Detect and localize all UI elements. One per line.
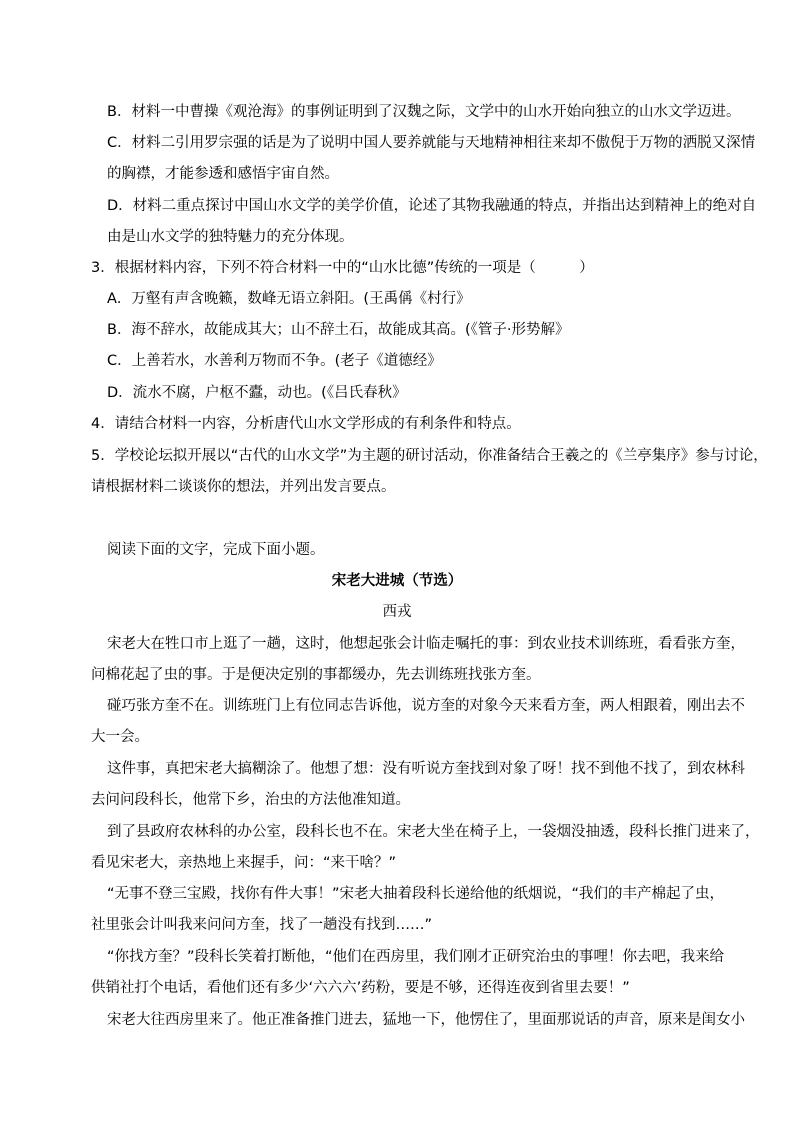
paragraph-line: 宋老大在牲口市上逛了一趟，这时，他想起张会计临走嘱托的事：到农业技术训练班，看看张方奎， <box>107 636 745 652</box>
question-3-option-d: D．流水不腐，户枢不蠹，动也。(《吕氏春秋》 <box>107 385 407 401</box>
reading-title: 宋老大进城（节选） <box>331 573 463 589</box>
paragraph-line: 宋老大往西房里来了。他正准备推门进去，猛地一下，他愣住了，里面那说话的声音，原来是闺女小 <box>107 1012 745 1028</box>
option-b: B．材料一中曹操《观沧海》的事例证明到了汉魏之际，文学中的山水开始向独立的山水文学迈进。 <box>107 104 741 120</box>
option-c-line-1: C．材料二引用罗宗强的话是为了说明中国人要养就能与天地精神相往来却不傲倪于万物的洒脱又深情 <box>107 135 756 151</box>
option-c-line-2: 的胸襟，才能参透和感悟宇宙自然。 <box>107 166 339 182</box>
paragraph-line: 看见宋老大，亲热地上来握手，问：“来干啥？” <box>91 855 397 871</box>
reading-author: 西戎 <box>382 604 412 620</box>
question-5-line-1: 5．学校论坛拟开展以“古代的山水文学”为主题的研讨活动，你准备结合王羲之的《兰亭集序》参与讨论， <box>91 448 768 464</box>
question-5-line-2: 请根据材料二谈谈你的想法，并列出发言要点。 <box>91 479 396 495</box>
question-3-option-c: C．上善若水，水善利万物而不争。(老子《道德经》 <box>107 353 442 369</box>
question-3-option-a: A．万壑有声含晚籁，数峰无语立斜阳。(王禹偁《村行》 <box>107 291 471 307</box>
question-4: 4．请结合材料一内容，分析唐代山水文学形成的有利条件和特点。 <box>91 416 521 432</box>
paragraph-line: 社里张会计叫我来问问方奎，找了一趟没有找到……” <box>91 917 433 933</box>
option-d-line-2: 由是山水文学的独特魅力的充分体现。 <box>107 229 354 245</box>
question-3-stem: 3．根据材料内容，下列不符合材料一中的“山水比德”传统的一项是（ ） <box>91 260 594 276</box>
paragraph-line: 问棉花起了虫的事。于是便决定别的事都缓办，先去训练班找张方奎。 <box>91 667 541 683</box>
paragraph-line: 去问问段科长，他常下乡，治虫的方法他准知道。 <box>91 792 410 808</box>
paragraph-line: 这件事，真把宋老大搞糊涂了。他想了想：没有听说方奎找到对象了呀！找不到他不找了，到农林科 <box>107 761 745 777</box>
paragraph-line: 大一会。 <box>91 729 149 745</box>
paragraph-line: 供销社打个电话，看他们还有多少‘六六六’药粉，要是不够，还得连夜到省里去要！” <box>91 980 630 996</box>
option-d-line-1: D．材料二重点探讨中国山水文学的美学价值，论述了其物我融通的特点，并指出达到精神上的绝对自 <box>107 198 757 214</box>
paragraph-line: “你找方奎？”段科长笑着打断他，“他们在西房里，我们刚才正研究治虫的事哩！你去吧，我来给 <box>107 949 725 965</box>
paragraph-line: “无事不登三宝殿，找你有件大事！”宋老大抽着段科长递给他的纸烟说，“我们的丰产棉起了虫， <box>107 886 725 902</box>
question-3-option-b: B．海不辞水，故能成其大；山不辞土石，故能成其高。(《管子·形势解》 <box>107 322 570 338</box>
paragraph-line: 到了县政府农林科的办公室，段科长也不在。宋老大坐在椅子上，一袋烟没抽透，段科长推门进来了， <box>107 824 760 840</box>
reading-instruction: 阅读下面的文字，完成下面小题。 <box>107 542 325 558</box>
paragraph-line: 碰巧张方奎不在。训练班门上有位同志告诉他，说方奎的对象今天来看方奎，两人相跟着，刚出去不 <box>107 698 745 714</box>
